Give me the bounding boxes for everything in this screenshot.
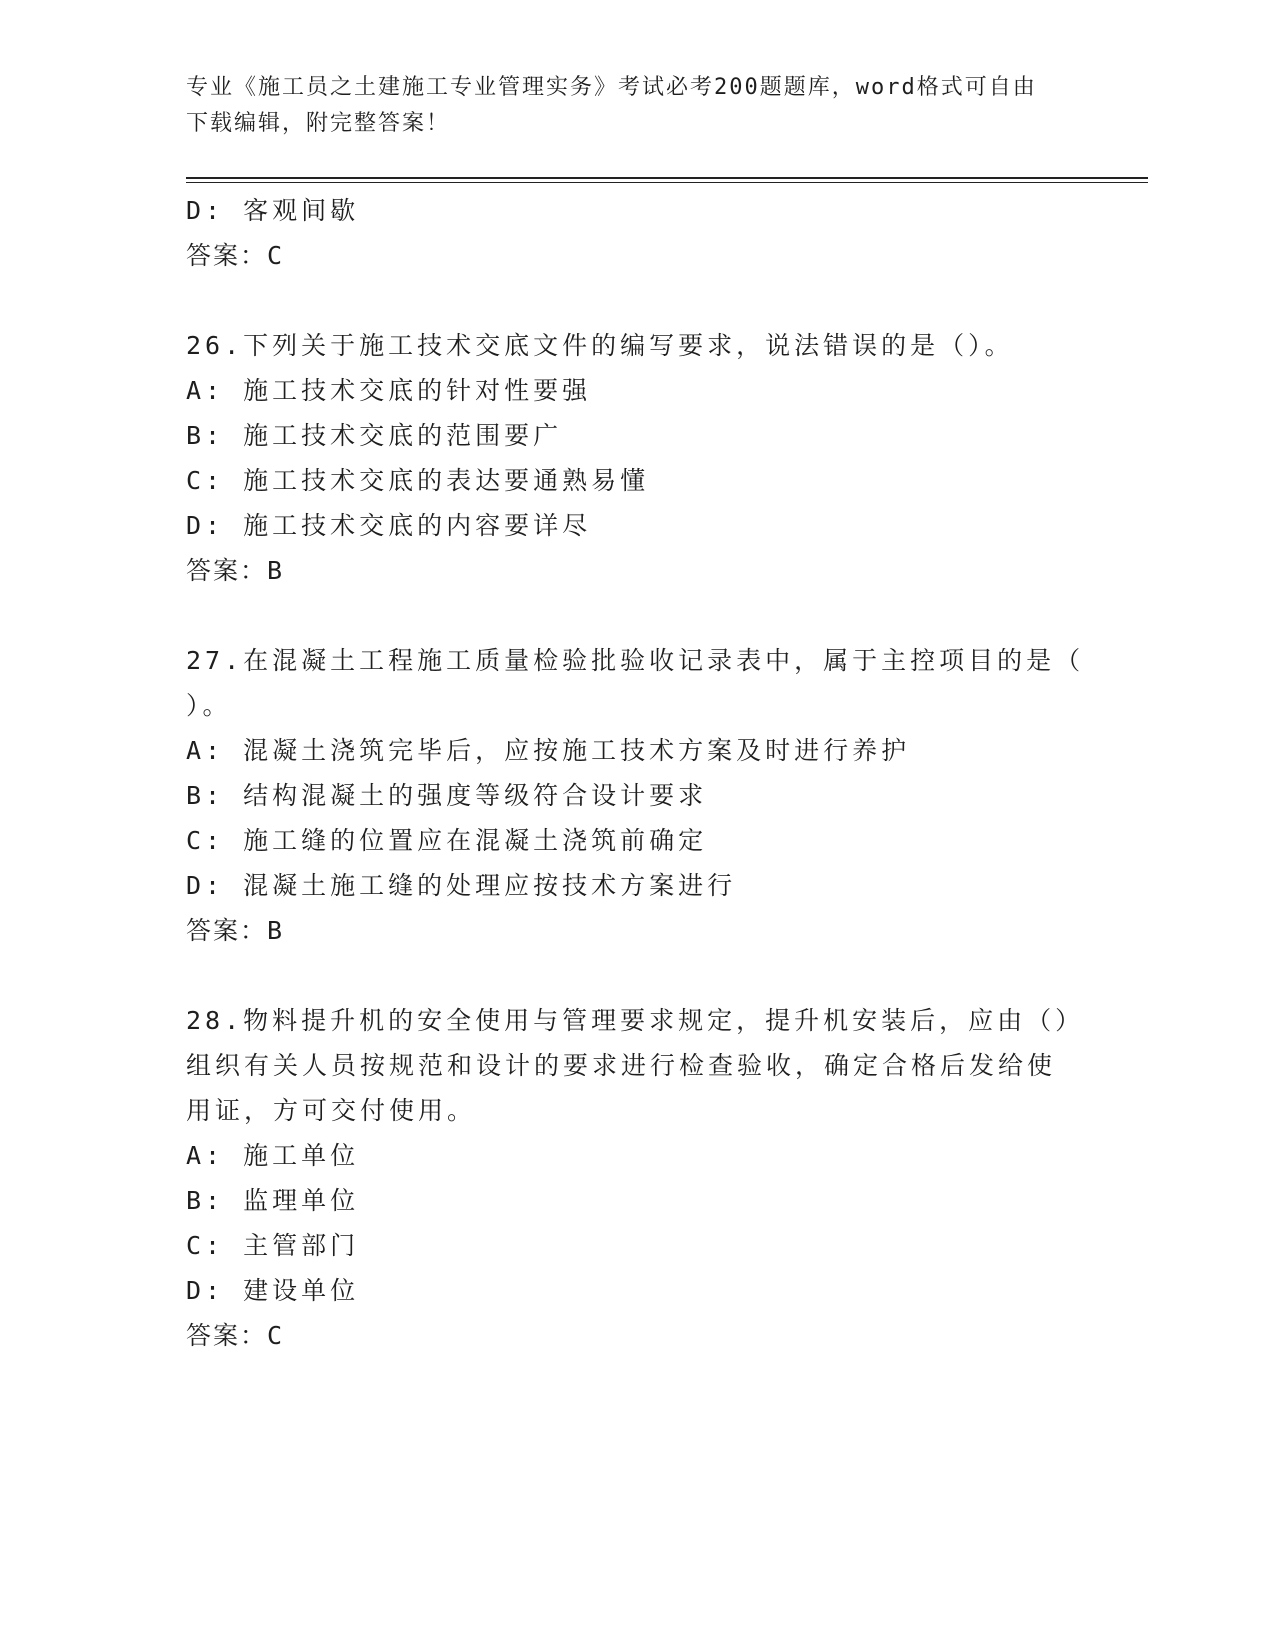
question-stem-line-2: ）。 [186, 691, 232, 720]
answer: 答案：B [186, 556, 285, 585]
answer: 答案：C [186, 241, 285, 270]
option-c: C: 主管部门 [186, 1231, 360, 1260]
question-28 [186, 998, 1086, 1358]
header-divider-thin [186, 182, 1148, 183]
header-line-2: 下载编辑，附完整答案！ [186, 111, 451, 136]
question-stem-line-2: 组织有关人员按规范和设计的要求进行检查验收，确定合格后发给使 [186, 1051, 1057, 1080]
option-a: A: 施工技术交底的针对性要强 [186, 376, 592, 405]
option-d: D: 建设单位 [186, 1276, 360, 1305]
option-b: B: 结构混凝土的强度等级符合设计要求 [186, 781, 708, 810]
spacer [186, 953, 1086, 998]
question-stem-line-3: 用证，方可交付使用。 [186, 1096, 477, 1125]
question-27 [186, 638, 1086, 953]
option-b: B: 施工技术交底的范围要广 [186, 421, 563, 450]
option-c: C: 施工技术交底的表达要通熟易懂 [186, 466, 650, 495]
option-d: D: 施工技术交底的内容要详尽 [186, 511, 592, 540]
option-d: D: 客观间歇 [186, 196, 360, 225]
question-stem-line-1: 27.在混凝土工程施工质量检验批验收记录表中，属于主控项目的是（ [186, 646, 1085, 675]
option-b: B: 监理单位 [186, 1186, 360, 1215]
spacer [186, 593, 1086, 638]
option-a: A: 施工单位 [186, 1141, 360, 1170]
spacer [186, 278, 1086, 323]
document-body [186, 188, 1086, 1358]
option-c: C: 施工缝的位置应在混凝土浇筑前确定 [186, 826, 708, 855]
option-d: D: 混凝土施工缝的处理应按技术方案进行 [186, 871, 737, 900]
option-a: A: 混凝土浇筑完毕后，应按施工技术方案及时进行养护 [186, 736, 911, 765]
page-header [186, 70, 1086, 142]
answer: 答案：B [186, 916, 285, 945]
question-stem: 26.下列关于施工技术交底文件的编写要求，说法错误的是（）。 [186, 331, 1014, 360]
question-stem-line-1: 28.物料提升机的安全使用与管理要求规定，提升机安装后，应由（） [186, 1006, 1085, 1035]
header-divider [186, 177, 1148, 179]
question-26 [186, 323, 1086, 593]
answer: 答案：C [186, 1321, 285, 1350]
header-line-1: 专业《施工员之土建施工专业管理实务》考试必考200题题库，word格式可自由 [186, 75, 1037, 100]
